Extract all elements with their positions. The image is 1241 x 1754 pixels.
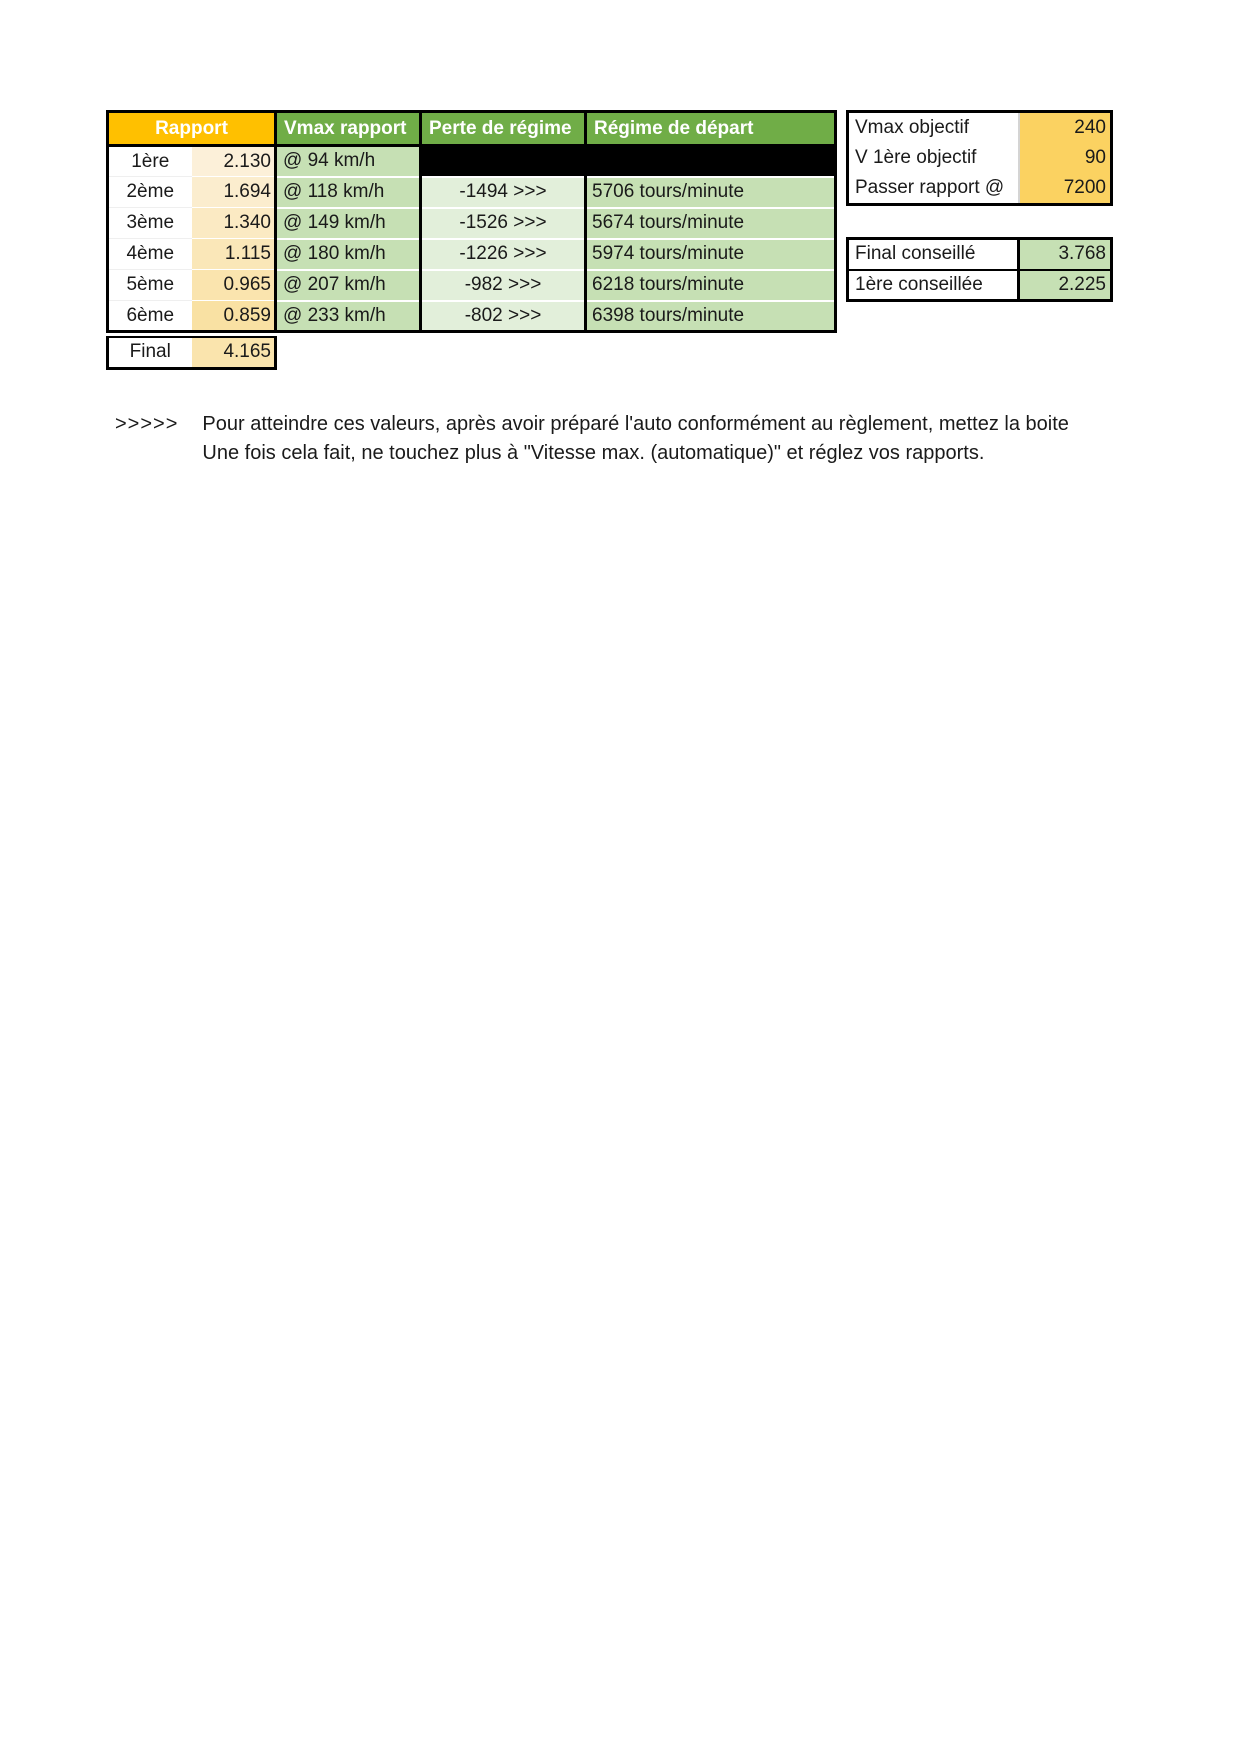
note-line-1: Pour atteindre ces valeurs, après avoir préparé l'auto conformément au règlement, mettez la boite xyxy=(202,413,1069,435)
gear-row-2 xyxy=(108,177,836,208)
objective-label: V 1ère objectif xyxy=(848,143,1019,174)
note-text xyxy=(202,410,1241,468)
regime-cell: 5974 tours/minute xyxy=(586,239,836,270)
ratio-cell: 0.859 xyxy=(192,301,276,332)
perte-cell: -1494 >>> xyxy=(421,177,586,208)
blackout-cell xyxy=(421,146,836,177)
ratio-cell: 2.130 xyxy=(192,146,276,177)
perte-cell: -1226 >>> xyxy=(421,239,586,270)
gear-row-3 xyxy=(108,208,836,239)
note-line-2: Une fois cela fait, ne touchez plus à "Vitesse max. (automatique)" et réglez vos rapports. xyxy=(202,442,985,464)
col-header-perte-de-regime: Perte de régime xyxy=(421,112,586,146)
final-drive-table xyxy=(106,336,277,370)
gear-label-cell: 6ème xyxy=(108,301,192,332)
vmax-cell: @ 180 km/h xyxy=(276,239,421,270)
perte-cell: -802 >>> xyxy=(421,301,586,332)
gear-label-cell: 5ème xyxy=(108,270,192,301)
vmax-cell: @ 118 km/h xyxy=(276,177,421,208)
ratio-cell: 1.340 xyxy=(192,208,276,239)
regime-cell: 6218 tours/minute xyxy=(586,270,836,301)
regime-cell: 5706 tours/minute xyxy=(586,177,836,208)
objective-row xyxy=(848,143,1112,174)
gear-table xyxy=(106,110,837,333)
col-header-rapport: Rapport xyxy=(108,112,276,146)
vmax-cell: @ 149 km/h xyxy=(276,208,421,239)
objectives-table xyxy=(846,110,1113,206)
gear-row-6 xyxy=(108,301,836,332)
objective-value: 90 xyxy=(1019,143,1112,174)
recommended-table xyxy=(846,237,1113,302)
ratio-cell: 1.115 xyxy=(192,239,276,270)
ratio-cell: 0.965 xyxy=(192,270,276,301)
recommended-label: Final conseillé xyxy=(848,239,1019,270)
objective-row xyxy=(848,174,1112,205)
objective-value: 240 xyxy=(1019,112,1112,143)
ratio-cell: 1.694 xyxy=(192,177,276,208)
col-header-vmax-rapport: Vmax rapport xyxy=(276,112,421,146)
gear-table-header-row xyxy=(108,112,836,146)
perte-cell: -1526 >>> xyxy=(421,208,586,239)
vmax-cell: @ 94 km/h xyxy=(276,146,421,177)
gear-row-4 xyxy=(108,239,836,270)
recommended-value: 3.768 xyxy=(1019,239,1112,270)
col-header-regime-de-depart: Régime de départ xyxy=(586,112,836,146)
regime-cell: 5674 tours/minute xyxy=(586,208,836,239)
final-ratio-cell: 4.165 xyxy=(192,337,276,368)
objective-value: 7200 xyxy=(1019,174,1112,205)
instruction-note xyxy=(115,410,1241,468)
vmax-cell: @ 233 km/h xyxy=(276,301,421,332)
gear-label-cell: 4ème xyxy=(108,239,192,270)
objective-label: Vmax objectif xyxy=(848,112,1019,143)
objective-row xyxy=(848,112,1112,143)
final-drive-row xyxy=(108,337,276,368)
final-label-cell: Final xyxy=(108,337,192,368)
gear-label-cell: 3ème xyxy=(108,208,192,239)
gear-row-5 xyxy=(108,270,836,301)
objective-label: Passer rapport @ xyxy=(848,174,1019,205)
gear-label-cell: 2ème xyxy=(108,177,192,208)
gear-row-1 xyxy=(108,146,836,177)
note-arrow-marker: >>>>> xyxy=(115,413,179,435)
vmax-cell: @ 207 km/h xyxy=(276,270,421,301)
recommended-value: 2.225 xyxy=(1019,270,1112,301)
recommended-label: 1ère conseillée xyxy=(848,270,1019,301)
perte-cell: -982 >>> xyxy=(421,270,586,301)
regime-cell: 6398 tours/minute xyxy=(586,301,836,332)
gear-label-cell: 1ère xyxy=(108,146,192,177)
recommended-row xyxy=(848,239,1112,270)
recommended-row xyxy=(848,270,1112,301)
